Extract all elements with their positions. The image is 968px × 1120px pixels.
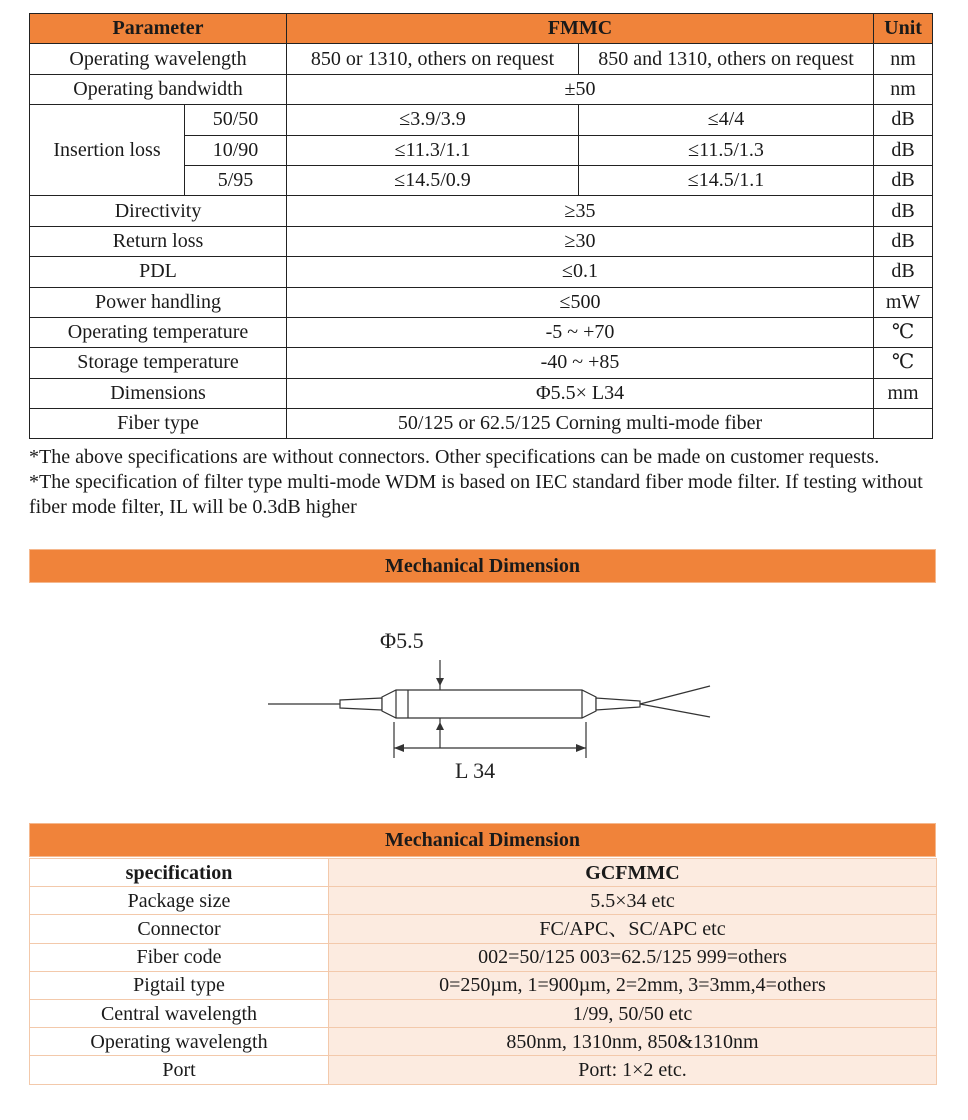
row-label: Port xyxy=(30,1056,329,1084)
row-storage-temperature xyxy=(30,348,933,378)
row-operating-wavelength xyxy=(30,44,933,74)
value-il-5-95-a: ≤14.5/0.9 xyxy=(287,165,579,195)
value-il-50-50-a: ≤3.9/3.9 xyxy=(287,105,579,135)
table-row xyxy=(30,971,937,999)
row-value: 5.5×34 etc xyxy=(329,887,937,915)
table-row xyxy=(30,1056,937,1084)
output-fiber-2 xyxy=(640,704,710,717)
value-storage-temperature: -40 ~ +85 xyxy=(287,348,874,378)
value-directivity: ≥35 xyxy=(287,196,874,226)
unit-il-50-50: dB xyxy=(874,105,933,135)
label-directivity: Directivity xyxy=(30,196,287,226)
row-operating-temperature xyxy=(30,317,933,347)
label-return-loss: Return loss xyxy=(30,226,287,256)
unit-directivity: dB xyxy=(874,196,933,226)
value-bandwidth: ±50 xyxy=(287,74,874,104)
label-insertion-loss: Insertion loss xyxy=(30,105,185,196)
output-fiber-1 xyxy=(640,686,710,704)
unit-storage-temperature: ℃ xyxy=(874,348,933,378)
row-insertion-loss-50-50 xyxy=(30,105,933,135)
spec-notes xyxy=(29,445,934,520)
ratio-10-90: 10/90 xyxy=(185,135,287,165)
value-return-loss: ≥30 xyxy=(287,226,874,256)
length-label: L 34 xyxy=(455,758,496,783)
unit-operating-temperature: ℃ xyxy=(874,317,933,347)
table-row xyxy=(30,915,937,943)
label-dimensions: Dimensions xyxy=(30,378,287,408)
value-dimensions: Φ5.5× L34 xyxy=(287,378,874,408)
row-value: Port: 1×2 etc. xyxy=(329,1056,937,1084)
ordering-header-row xyxy=(30,859,937,887)
label-storage-temperature: Storage temperature xyxy=(30,348,287,378)
row-fiber-type xyxy=(30,409,933,439)
label-pdl: PDL xyxy=(30,257,287,287)
section-bar-mechanical-dimension: Mechanical Dimension xyxy=(29,549,936,583)
coupler-body xyxy=(382,690,596,718)
output-boot xyxy=(596,698,640,710)
spec-header-row xyxy=(30,14,933,44)
note-connectors: *The above specifications are without connectors. Other specifications can be made on customer requests. xyxy=(29,446,880,468)
row-label: Pigtail type xyxy=(30,971,329,999)
coupler-dimension-drawing xyxy=(250,618,720,788)
row-return-loss xyxy=(30,226,933,256)
value-il-50-50-b: ≤4/4 xyxy=(579,105,874,135)
row-value: FC/APC、SC/APC etc xyxy=(329,915,937,943)
row-value: 0=250µm, 1=900µm, 2=2mm, 3=3mm,4=others xyxy=(329,971,937,999)
ordering-header-label: specification xyxy=(30,859,329,887)
unit-bandwidth: nm xyxy=(874,74,933,104)
row-operating-bandwidth xyxy=(30,74,933,104)
value-il-10-90-a: ≤11.3/1.1 xyxy=(287,135,579,165)
row-value: 850nm, 1310nm, 850&1310nm xyxy=(329,1028,937,1056)
ratio-5-95: 5/95 xyxy=(185,165,287,195)
specification-table xyxy=(29,13,933,439)
row-value: 1/99, 50/50 etc xyxy=(329,999,937,1027)
row-value: 002=50/125 003=62.5/125 999=others xyxy=(329,943,937,971)
value-operating-temperature: -5 ~ +70 xyxy=(287,317,874,347)
diameter-label: Φ5.5 xyxy=(380,628,424,653)
value-fiber-type: 50/125 or 62.5/125 Corning multi-mode fiber xyxy=(287,409,874,439)
note-filter-type: *The specification of filter type multi-mode WDM is based on IEC standard fiber mode filter. If testing without fiber mode filter, IL will be 0.3dB higher xyxy=(29,471,923,518)
unit-il-5-95: dB xyxy=(874,165,933,195)
row-label: Fiber code xyxy=(30,943,329,971)
table-row xyxy=(30,1028,937,1056)
value-il-10-90-b: ≤11.5/1.3 xyxy=(579,135,874,165)
table-row xyxy=(30,943,937,971)
row-label: Operating wavelength xyxy=(30,1028,329,1056)
ordering-header-value: GCFMMC xyxy=(329,859,937,887)
row-directivity xyxy=(30,196,933,226)
unit-power-handling: mW xyxy=(874,287,933,317)
unit-il-10-90: dB xyxy=(874,135,933,165)
input-boot xyxy=(340,698,382,710)
value-power-handling: ≤500 xyxy=(287,287,874,317)
table-row xyxy=(30,999,937,1027)
value-il-5-95-b: ≤14.5/1.1 xyxy=(579,165,874,195)
header-parameter: Parameter xyxy=(30,14,287,44)
row-label: Package size xyxy=(30,887,329,915)
label-operating-bandwidth: Operating bandwidth xyxy=(30,74,287,104)
row-pdl xyxy=(30,257,933,287)
value-wavelength-a: 850 or 1310, others on request xyxy=(287,44,579,74)
ordering-table xyxy=(29,858,937,1085)
row-label: Central wavelength xyxy=(30,999,329,1027)
row-label: Connector xyxy=(30,915,329,943)
value-pdl: ≤0.1 xyxy=(287,257,874,287)
label-operating-temperature: Operating temperature xyxy=(30,317,287,347)
unit-fiber-type xyxy=(874,409,933,439)
header-unit: Unit xyxy=(874,14,933,44)
unit-pdl: dB xyxy=(874,257,933,287)
label-operating-wavelength: Operating wavelength xyxy=(30,44,287,74)
header-product: FMMC xyxy=(287,14,874,44)
unit-dimensions: mm xyxy=(874,378,933,408)
label-power-handling: Power handling xyxy=(30,287,287,317)
unit-wavelength: nm xyxy=(874,44,933,74)
row-power-handling xyxy=(30,287,933,317)
label-fiber-type: Fiber type xyxy=(30,409,287,439)
row-dimensions xyxy=(30,378,933,408)
value-wavelength-b: 850 and 1310, others on request xyxy=(579,44,874,74)
table-row xyxy=(30,887,937,915)
section-bar-mechanical-dimension-2: Mechanical Dimension xyxy=(29,823,936,857)
ratio-50-50: 50/50 xyxy=(185,105,287,135)
unit-return-loss: dB xyxy=(874,226,933,256)
